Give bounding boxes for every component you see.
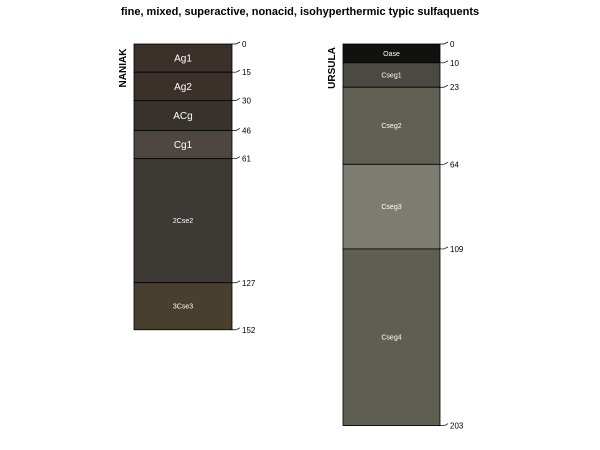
horizon-label: Cg1	[173, 140, 193, 152]
horizon-label: 2Cse2	[172, 218, 194, 226]
horizon-label: Oase	[383, 50, 400, 58]
depth-tick-label: 46	[242, 126, 251, 136]
depth-tick-label: 203	[450, 421, 464, 431]
figure-title: fine, mixed, superactive, nonacid, isohyperthermic typic sulfaquents	[120, 6, 480, 18]
horizon-label: Ag1	[174, 53, 192, 65]
depth-tick-label: 0	[242, 40, 247, 49]
depth-tick	[440, 162, 448, 164]
profile-name: URSULA	[327, 47, 338, 89]
depth-tick-label: 109	[450, 244, 464, 254]
horizon-label: Cseg2	[381, 123, 402, 131]
depth-tick-label: 15	[242, 68, 251, 78]
horizon-label: Cseg3	[381, 204, 402, 212]
profile-naniak	[118, 40, 256, 335]
horizon-label: Cseg4	[381, 334, 402, 342]
profile-ursula	[327, 40, 464, 431]
depth-tick	[440, 42, 448, 44]
horizon-label: 3Cse3	[172, 303, 194, 311]
depth-tick-label: 127	[242, 278, 256, 288]
depth-tick	[232, 281, 240, 283]
depth-tick	[440, 85, 448, 87]
depth-tick	[232, 98, 240, 100]
horizon-label: ACg	[173, 110, 193, 122]
depth-tick-label: 152	[242, 325, 256, 335]
depth-tick	[440, 61, 448, 63]
depth-tick	[232, 328, 240, 330]
depth-tick	[232, 70, 240, 72]
depth-tick-label: 30	[242, 96, 251, 106]
depth-tick-label: 64	[450, 160, 459, 170]
depth-tick-label: 61	[242, 154, 251, 164]
depth-tick-label: 23	[450, 83, 459, 93]
horizon-label: Ag2	[174, 81, 192, 93]
profile-name: NANIAK	[118, 48, 129, 88]
depth-tick-label: 0	[450, 40, 455, 49]
depth-tick	[440, 247, 448, 249]
horizon-label: Cseg1	[381, 72, 402, 80]
depth-tick	[232, 128, 240, 130]
depth-tick	[440, 424, 448, 426]
depth-tick-label: 10	[450, 58, 459, 68]
depth-tick	[232, 157, 240, 159]
depth-tick	[232, 42, 240, 44]
